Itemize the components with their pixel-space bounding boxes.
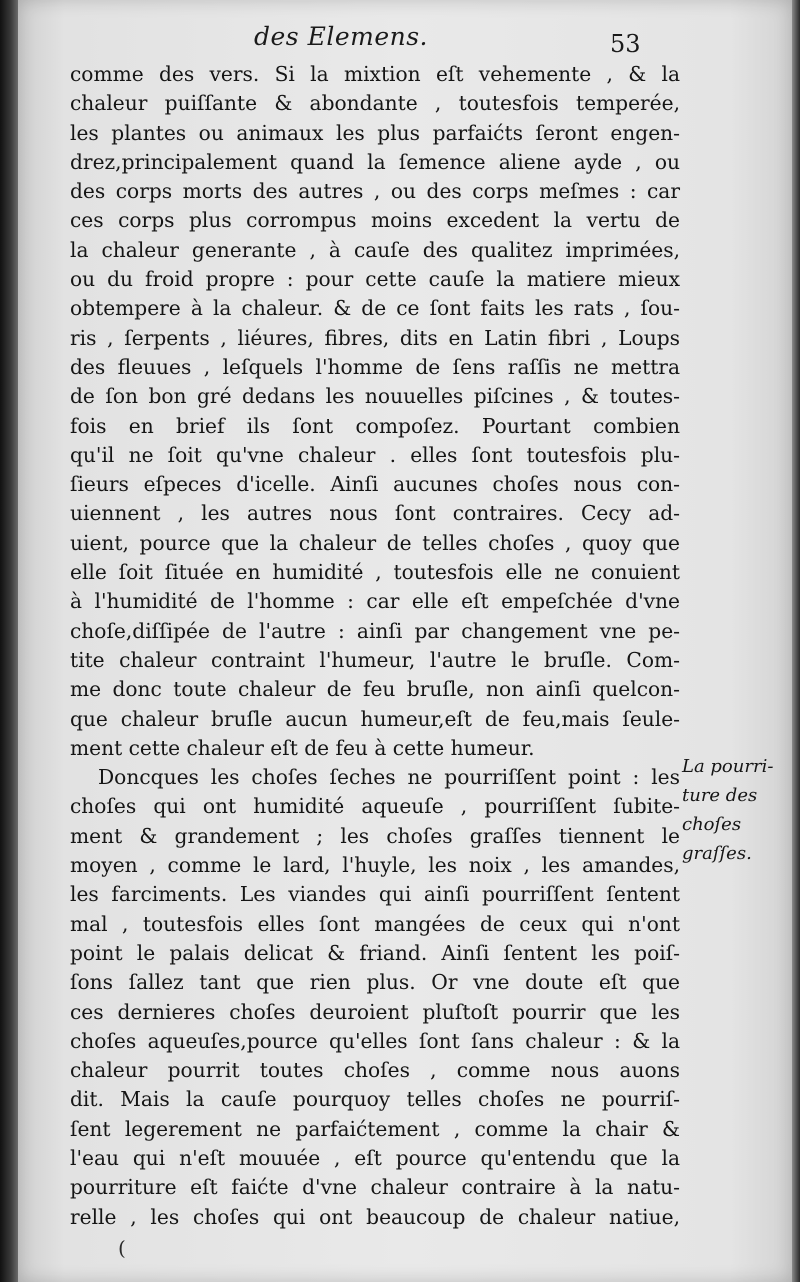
text-line: fois en brief ils ſont compoſez. Pourtant combien (70, 413, 680, 438)
text-line: me donc toute chaleur de feu bruſle, non ainſi quelcon- (70, 677, 680, 702)
ink-mark: ( (118, 1236, 126, 1260)
text-line: moyen , comme le lard, l'huyle, les noix , les amandes, (70, 853, 680, 878)
page-number: 53 (610, 30, 641, 58)
text-line: les farciments. Les viandes qui ainſi pourriſſent ſentent (70, 882, 680, 907)
text-line: point le palais delicat & friand. Ainſi ſentent les poiſ- (70, 940, 680, 965)
text-line: ſent legerement ne parfaićtement , comme la chair & (70, 1116, 680, 1141)
text-line: uiennent , les autres nous ſont contraires. Cecy ad- (70, 501, 680, 526)
text-line: chaleur pourrit toutes choſes , comme nous auons (70, 1058, 680, 1083)
marginal-note-line: La pourri- (682, 756, 774, 777)
text-line: comme des vers. Si la mixtion eſt vehemente , & la (70, 62, 680, 86)
page-edge-shadow (792, 0, 800, 1282)
text-line: dit. Mais la cauſe pourquoy telles choſes ne pourriſ- (70, 1087, 680, 1112)
text-line: pourriture eſt faićte d'vne chaleur contraire à la natu- (70, 1175, 680, 1200)
text-line: que chaleur bruſle aucun humeur,eſt de feu,mais ſeule- (70, 706, 680, 731)
text-line: les plantes ou animaux les plus parfaićts ſeront engen- (70, 120, 680, 145)
text-line: choſes qui ont humidité aqueuſe , pourriſſent ſubite- (70, 794, 680, 819)
text-line: choſe,diſſipée de l'autre : ainſi par changement vne pe- (70, 618, 680, 643)
text-line: uient, pource que la chaleur de telles choſes , quoy que (70, 530, 680, 555)
text-line: obtempere à la chaleur. & de ce ſont faits les rats , ſou- (70, 296, 680, 321)
running-head: des Elemens. (254, 22, 428, 51)
text-line: relle , les choſes qui ont beaucoup de chaleur natiue, (70, 1204, 680, 1229)
text-line: l'eau qui n'eſt mouuée , eſt pource qu'entendu que la (70, 1145, 680, 1170)
text-line: ces corps plus corrompus moins excedent la vertu de (70, 208, 680, 233)
text-line: des fleuues , leſquels l'homme de ſens raſſis ne mettra (70, 354, 680, 379)
body-text (70, 60, 680, 1232)
text-line: la chaleur generante , à cauſe des qualitez imprimées, (70, 237, 680, 262)
text-line: ſieurs eſpeces d'icelle. Ainſi aucunes choſes nous con- (70, 472, 680, 497)
text-line: ment cette chaleur eſt de feu à cette humeur. (70, 735, 535, 760)
text-line: à l'humidité de l'homme : car elle eſt empeſchée d'vne (70, 589, 680, 614)
text-line: mal , toutesfois elles ſont mangées de ceux qui n'ont (70, 911, 680, 936)
text-line: choſes aqueuſes,pource qu'elles ſont ſans chaleur : & la (70, 1028, 680, 1053)
text-line: des corps morts des autres , ou des corps meſmes : car (70, 179, 680, 204)
text-line: qu'il ne ſoit qu'vne chaleur . elles ſont toutesfois plu- (70, 442, 680, 467)
book-page (18, 0, 792, 1282)
marginal-note-line: ture des (682, 785, 758, 806)
text-line: de ſon bon gré dedans les nouuelles piſcines , & toutes- (70, 384, 680, 409)
text-line: ſons ſallez tant que rien plus. Or vne doute eſt que (70, 970, 680, 995)
text-line: tite chaleur contraint l'humeur, l'autre le bruſle. Com- (70, 647, 680, 672)
text-line: elle ſoit ſituée en humidité , toutesfois elle ne conuient (70, 560, 680, 585)
marginal-note-line: choſes (682, 814, 742, 835)
text-line: drez,principalement quand la ſemence aliene ayde , ou (70, 149, 680, 174)
marginal-note-line: graſſes. (682, 843, 752, 864)
book-gutter-shadow (0, 0, 18, 1282)
text-line: ris , ſerpents , liéures, fibres, dits en Latin fibri , Loups (70, 325, 680, 350)
text-line: ment & grandement ; les choſes graſſes tiennent le (70, 823, 680, 848)
text-line: chaleur puiſſante & abondante , toutesfois temperée, (70, 91, 680, 116)
text-line: ou du froid propre : pour cette cauſe la matiere mieux (70, 267, 680, 292)
text-line: ces dernieres choſes deuroient pluſtoſt pourrir que les (70, 999, 680, 1024)
marginal-note (682, 752, 800, 868)
paragraph-start-line: Doncques les choſes ſeches ne pourriſſent point : les (98, 765, 680, 790)
